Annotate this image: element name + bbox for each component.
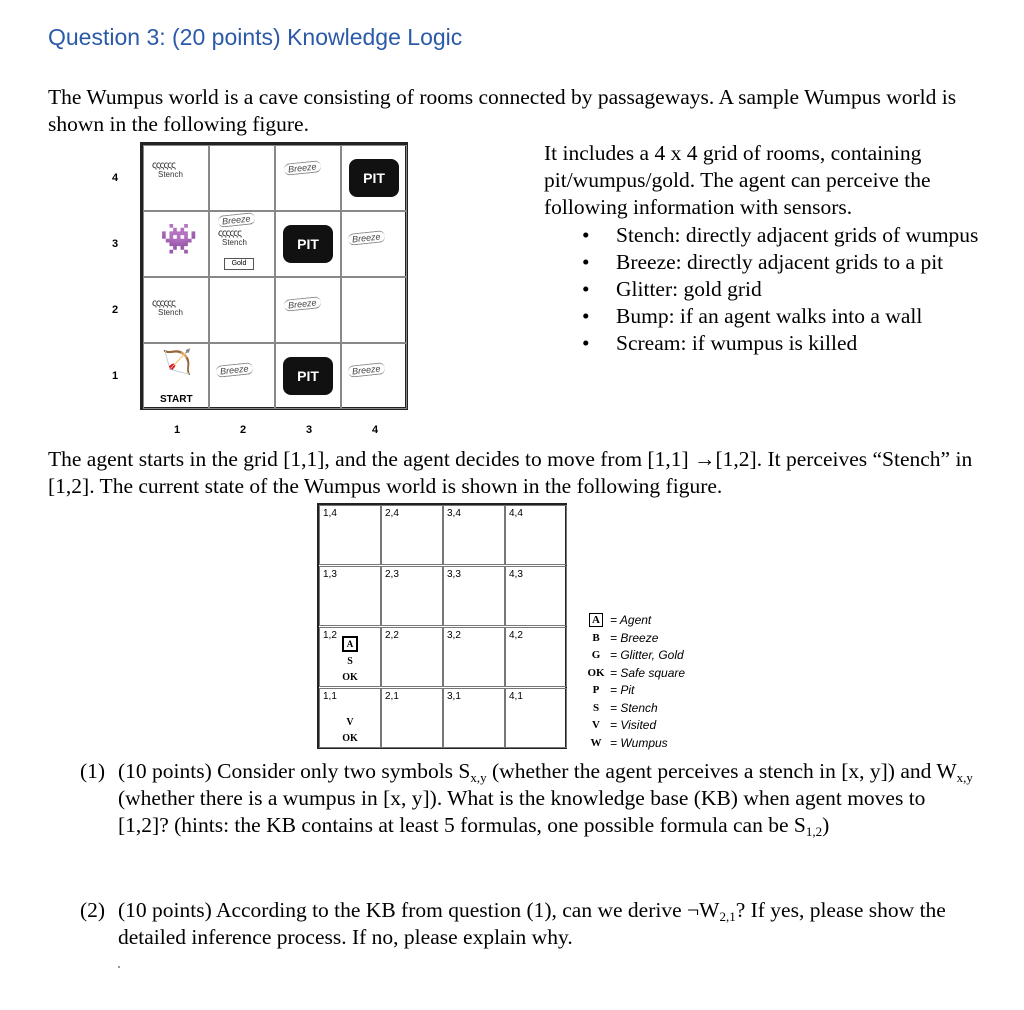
part-2-number: (2): [80, 898, 106, 922]
question-part-1: (1) (10 points) Consider only two symbols $S_{x,y}$ (whether the agent perceives a stench in [x, y]) and $W_{x,y}$ (whether there is a wumpus in [x, y]). What is the knowledge base (KB) when agent moves to [1,2]? (hints: the KB contains at least 5 formulas, one possible formula can be $S_{1,2}$): [80, 759, 973, 839]
breeze-label: Breeze: [217, 212, 255, 228]
grid-cell: 2,4: [381, 505, 443, 565]
stench-label: Stench: [222, 238, 247, 247]
start-label: START: [160, 394, 193, 405]
pit-marker: PIT: [283, 357, 333, 395]
row-label-4: 4: [112, 172, 119, 184]
cell-1-3: [143, 211, 209, 277]
cell-1-4: [143, 145, 209, 211]
cell-2-3: [209, 211, 275, 277]
sensor-item: • Breeze: directly adjacent grids to a pit: [582, 250, 944, 274]
grid-cell: 1,4: [319, 505, 381, 565]
grid-cell: 2,2: [381, 627, 443, 687]
row-label-2: 2: [112, 304, 119, 316]
sensor-item: • Glitter: gold grid: [582, 277, 762, 301]
grid-cell: 3,3: [443, 566, 505, 626]
breeze-label: Breeze: [283, 296, 321, 312]
grid-cell: 3,1: [443, 688, 505, 748]
pit-marker: PIT: [349, 159, 399, 197]
col-label-2: 2: [240, 424, 247, 436]
current-state-grid: [317, 503, 567, 749]
grid-cell: 4,1: [505, 688, 567, 748]
question-part-2: (2) (10 points) According to the KB from question (1), can we derive $\neg W_{2,1}$? If yes, please show the detailed inference process. If no, please explain why.: [80, 898, 946, 949]
sensor-item: • Bump: if an agent walks into a wall: [582, 304, 923, 328]
grid-cell-1-1: 1,1 V OK: [319, 688, 381, 748]
wumpus-icon: 👾: [160, 223, 198, 256]
col-label-1: 1: [174, 424, 181, 436]
stench-mark: S: [347, 656, 353, 667]
sample-grid: [140, 142, 408, 410]
ok-mark: OK: [342, 733, 358, 744]
stench-squiggle-icon: ςςςςςς: [152, 160, 175, 171]
stench-squiggle-icon: ςςςςςς: [218, 228, 241, 239]
ok-mark: OK: [342, 672, 358, 683]
grid-cell: 1,3: [319, 566, 381, 626]
grid-cell: 2,1: [381, 688, 443, 748]
sample-wumpus-world-figure: [100, 140, 420, 440]
cell-2-4: [209, 145, 275, 211]
breeze-label: Breeze: [215, 362, 253, 378]
grid-cell: 2,3: [381, 566, 443, 626]
cell-3-1: [275, 343, 341, 409]
cell-3-4: [275, 145, 341, 211]
cell-3-2: [275, 277, 341, 343]
cell-4-4: [341, 145, 407, 211]
grid-cell: 4,4: [505, 505, 567, 565]
intro-paragraph: The Wumpus world is a cave consisting of rooms connected by passageways. A sample Wumpus world is shown in the following figure.: [48, 85, 957, 136]
grid-cell: 4,3: [505, 566, 567, 626]
agent-archer-icon: 🏹: [162, 349, 192, 376]
breeze-label: Breeze: [347, 230, 385, 246]
cell-2-2: [209, 277, 275, 343]
agent-marker: A: [342, 636, 358, 652]
sensor-item: • Stench: directly adjacent grids of wumpus: [582, 223, 979, 247]
gold-icon: Gold: [224, 258, 254, 270]
sensor-list: [544, 222, 984, 357]
cell-4-1: [341, 343, 407, 409]
grid-cell: 4,2: [505, 627, 567, 687]
cell-4-2: [341, 277, 407, 343]
stray-dot: [118, 966, 120, 968]
stench-label: Stench: [158, 308, 183, 317]
row-label-3: 3: [112, 238, 119, 250]
cell-1-2: [143, 277, 209, 343]
row-label-1: 1: [112, 370, 119, 382]
pit-marker: PIT: [283, 225, 333, 263]
state-paragraph: The agent starts in the grid [1,1], and the agent decides to move from [1,1] →[1,2]. It perceives “Stench” in [1,2]. The current state of the Wumpus world is shown in the following figure.: [48, 447, 973, 498]
cell-1-1: [143, 343, 209, 409]
question-heading: Question 3: (20 points) Knowledge Logic: [48, 24, 463, 50]
stench-label: Stench: [158, 170, 183, 179]
cell-4-3: [341, 211, 407, 277]
stench-squiggle-icon: ςςςςςς: [152, 298, 175, 309]
breeze-label: Breeze: [283, 160, 321, 176]
description-paragraph: It includes a 4 x 4 grid of rooms, containing pit/wumpus/gold. The agent can perceive the following information with sensors.: [544, 141, 931, 219]
col-label-4: 4: [372, 424, 379, 436]
cell-2-1: [209, 343, 275, 409]
grid-cell-1-2: 1,2 A S OK: [319, 627, 381, 687]
sensor-item: • Scream: if wumpus is killed: [582, 331, 858, 355]
cell-3-3: [275, 211, 341, 277]
part-1-number: (1): [80, 759, 106, 783]
grid-cell: 3,2: [443, 627, 505, 687]
visited-mark: V: [346, 717, 354, 728]
grid-cell: 3,4: [443, 505, 505, 565]
breeze-label: Breeze: [347, 362, 385, 378]
col-label-3: 3: [306, 424, 313, 436]
